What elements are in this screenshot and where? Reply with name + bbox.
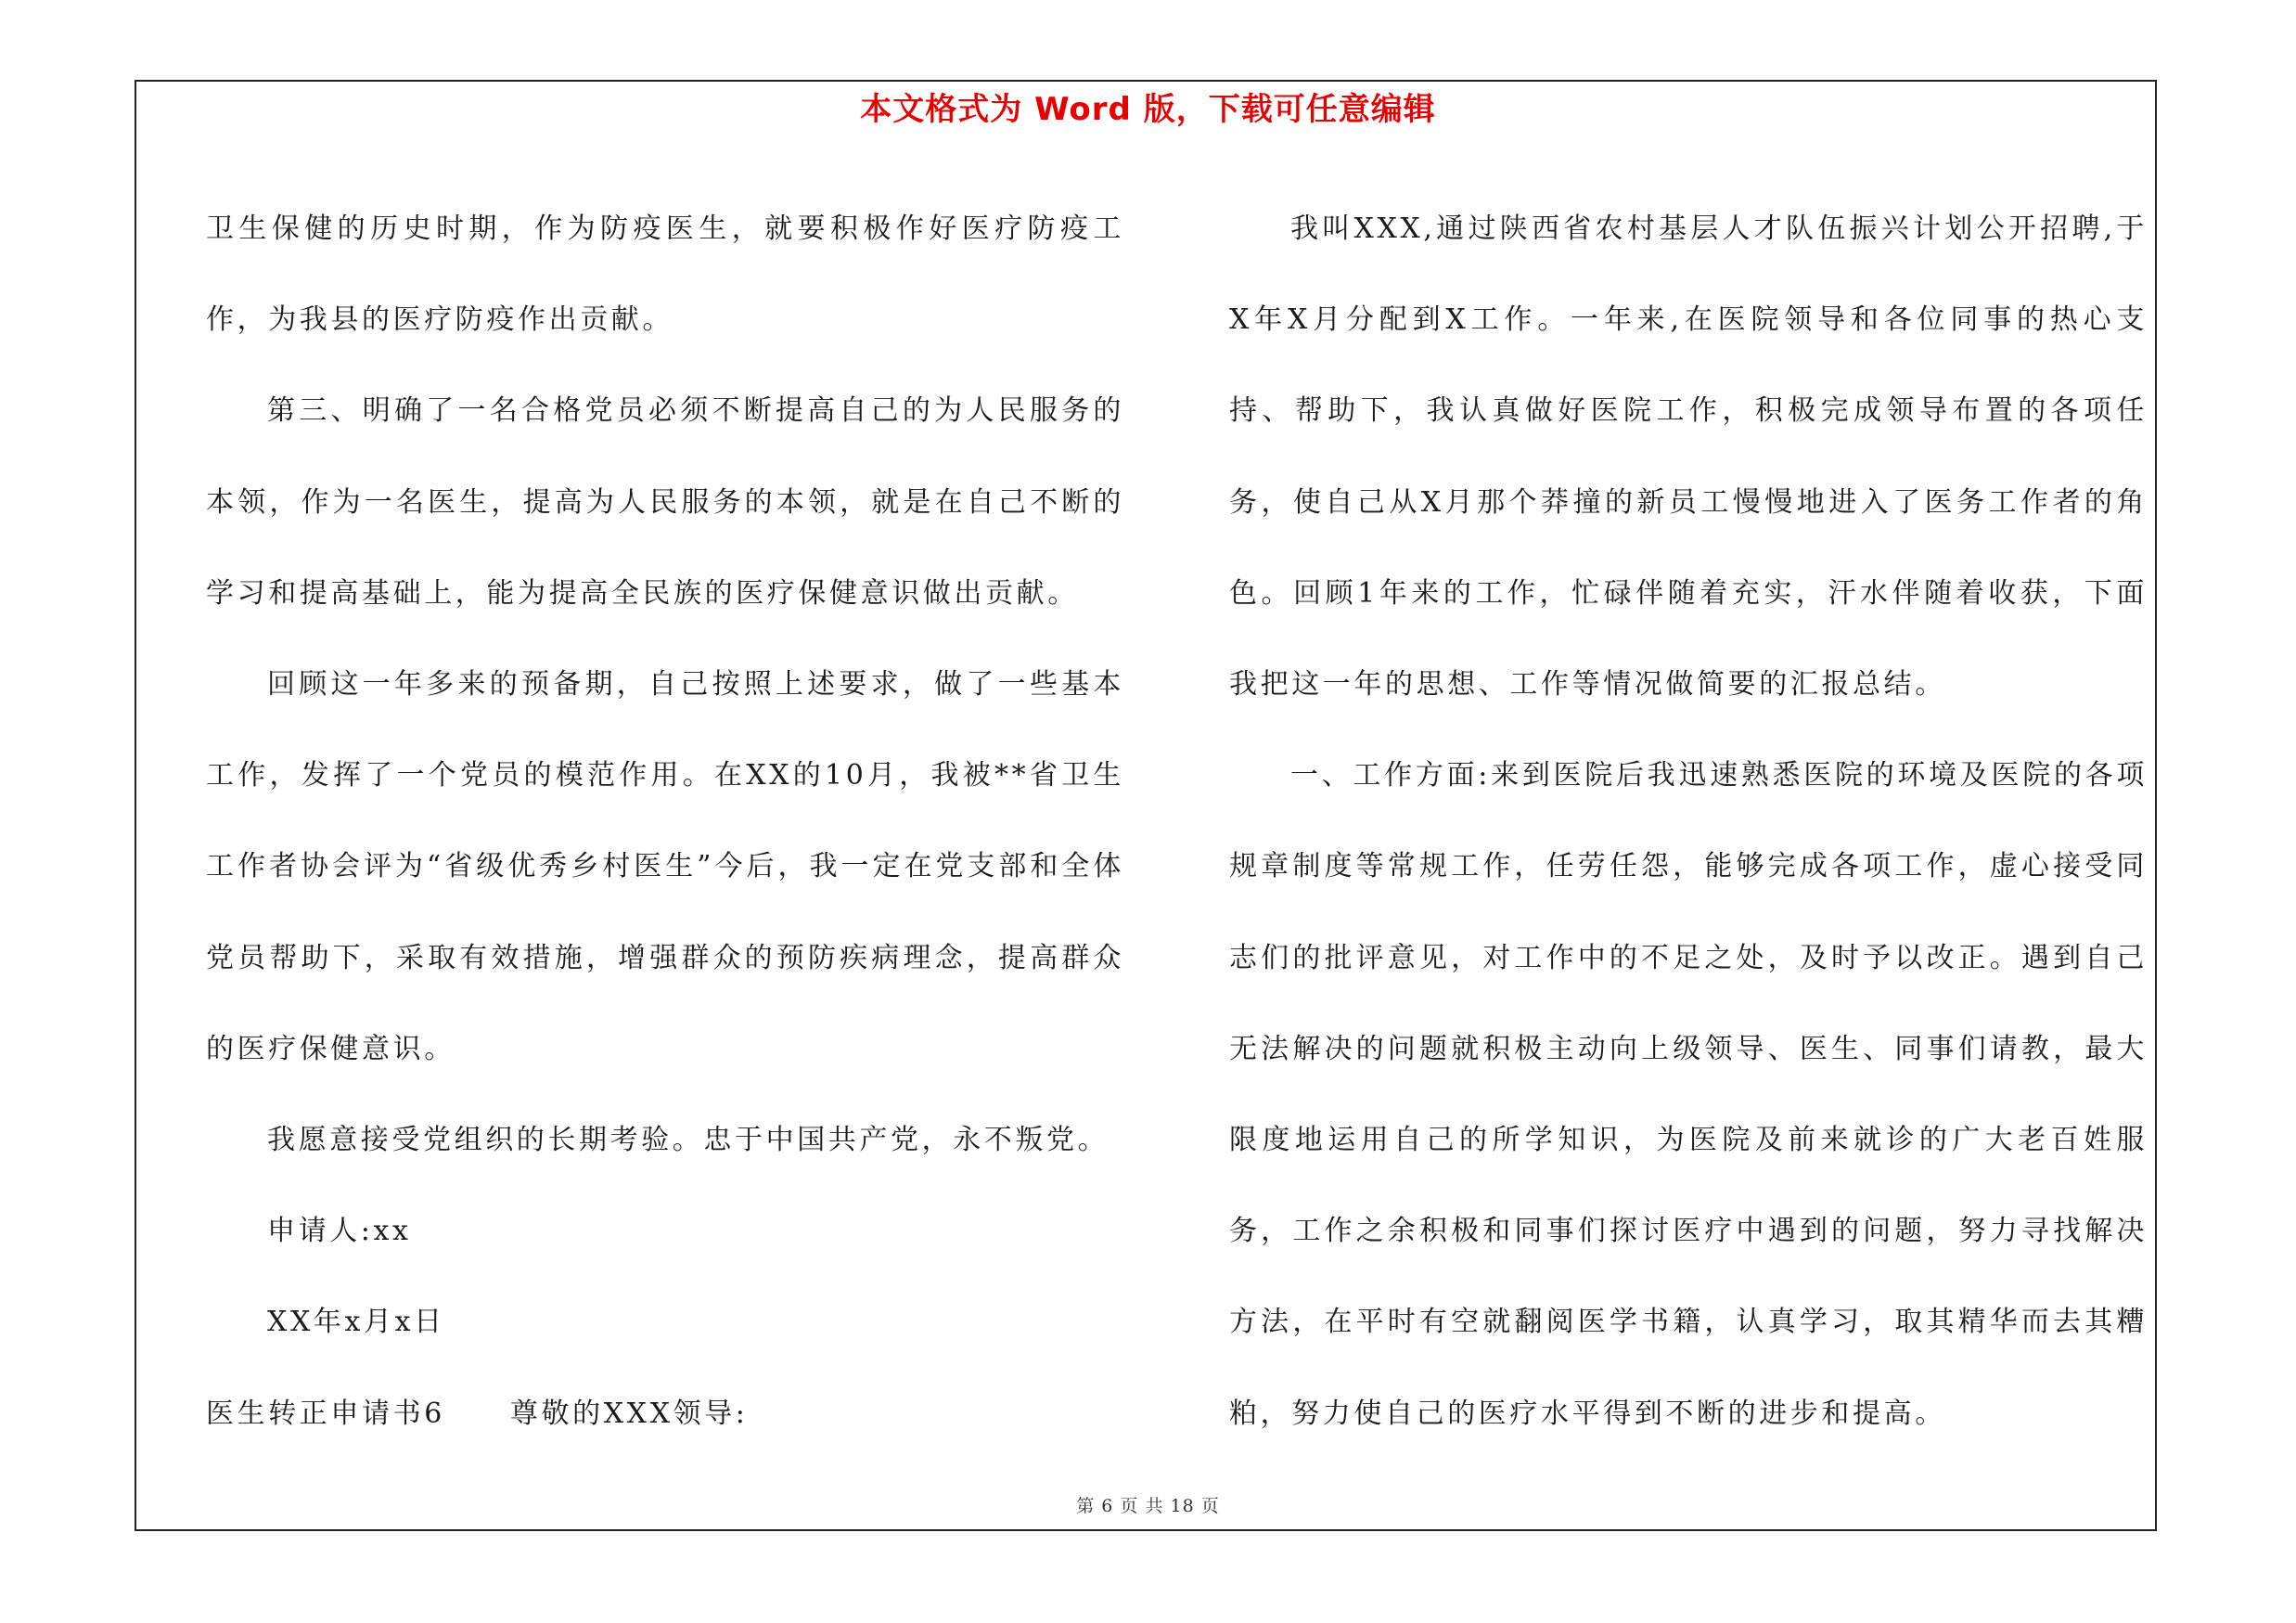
left-paragraph-3: 回顾这一年多来的预备期，自己按照上述要求，做了一些基本工作，发挥了一个党员的模范作用。在XX的10月，我被**省卫生工作者协会评为“省级优秀乡村医生”今后，我一定在党支部和全体党员帮助下，采取有效措施，增强群众的预防疾病理念，提高群众的医疗保健意识。 xyxy=(206,668,1124,1065)
next-letter-greeting: 尊敬的XXX领导: xyxy=(509,1397,749,1430)
left-column xyxy=(206,184,1124,1460)
applicant-line: 申请人:xx xyxy=(267,1215,412,1248)
left-paragraph-2: 第三、明确了一名合格党员必须不断提高自己的为人民服务的本领，作为一名医生，提高为人民服务的本领，就是在自己不断的学习和提高基础上，能为提高全民族的医疗保健意识做出贡献。 xyxy=(206,394,1124,610)
right-paragraph-1: 我叫XXX,通过陕西省农村基层人才队伍振兴计划公开招聘,于X年X月分配到X工作。一年来,在医院领导和各位同事的热心支持、帮助下，我认真做好医院工作，积极完成领导布置的各项任务，使自己从X月那个莽撞的新员工慢慢地进入了医务工作者的角色。回顾1年来的工作，忙碌伴随着充实，汗水伴随着收获，下面我把这一年的思想、工作等情况做简要的汇报总结。 xyxy=(1229,213,2148,702)
page-number-footer: 第 6 页 共 18 页 xyxy=(1076,1496,1220,1516)
right-column xyxy=(1229,184,2148,1460)
left-paragraph-1: 卫生保健的历史时期，作为防疫医生，就要积极作好医疗防疫工作，为我县的医疗防疫作出贡献。 xyxy=(206,213,1124,337)
format-banner: 本文格式为 Word 版，下载可任意编辑 xyxy=(860,91,1436,128)
next-letter-title: 医生转正申请书6 xyxy=(206,1397,445,1430)
date-line: XX年x月x日 xyxy=(267,1306,445,1339)
right-paragraph-2: 一、工作方面:来到医院后我迅速熟悉医院的环境及医院的各项规章制度等常规工作，任劳任怨，能够完成各项工作，虚心接受同志们的批评意见，对工作中的不足之处，及时予以改正。遇到自己无法解决的问题就积极主动向上级领导、医生、同事们请教，最大限度地运用自己的所学知识，为医院及前来就诊的广大老百姓服务，工作之余积极和同事们探讨医疗中遇到的问题，努力寻找解决方法，在平时有空就翻阅医学书籍，认真学习，取其精华而去其糟粕，努力使自己的医疗水平得到不断的进步和提高。 xyxy=(1229,759,2148,1430)
next-letter-heading xyxy=(206,1369,1124,1460)
left-paragraph-4: 我愿意接受党组织的长期考验。忠于中国共产党，永不叛党。 xyxy=(267,1124,1110,1157)
